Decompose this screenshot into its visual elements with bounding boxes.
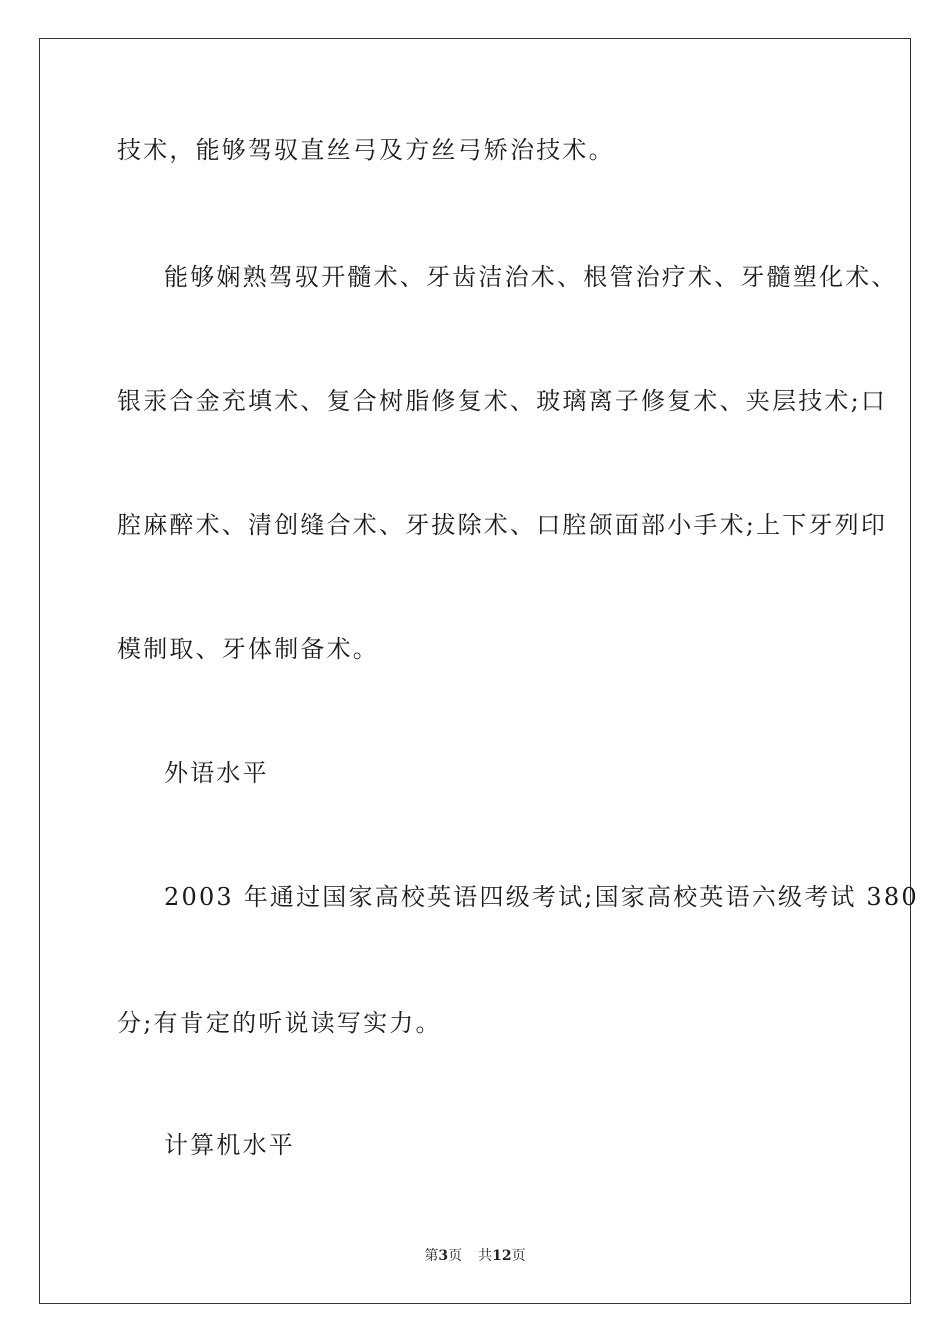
body-text-line: 技术，能够驾驭直丝弓及方丝弓矫治技术。	[117, 136, 615, 164]
page-border	[39, 38, 911, 1304]
body-text-line: 模制取、牙体制备术。	[117, 635, 379, 663]
body-text-line: 2003 年通过国家高校英语四级考试;国家高校英语六级考试 380	[164, 883, 919, 911]
body-text-line: 银汞合金充填术、复合树脂修复术、玻璃离子修复术、夹层技术;口	[117, 387, 888, 415]
section-heading-foreign-language: 外语水平	[164, 759, 269, 787]
footer-page-suffix: 页	[448, 1248, 463, 1264]
body-text-line: 能够娴熟驾驭开髓术、牙齿洁治术、根管治疗术、牙髓塑化术、	[164, 263, 898, 291]
page-footer	[0, 1245, 950, 1265]
footer-page-number: 3	[438, 1248, 449, 1264]
body-text-line: 分;有肯定的听说读写实力。	[117, 1009, 442, 1037]
footer-total-prefix: 共	[478, 1248, 493, 1264]
footer-page-prefix: 第	[424, 1248, 439, 1264]
footer-total-pages: 12	[492, 1248, 512, 1264]
section-heading-computer: 计算机水平	[164, 1131, 295, 1159]
footer-total-suffix: 页	[511, 1248, 526, 1264]
body-text-line: 腔麻醉术、清创缝合术、牙拔除术、口腔颌面部小手术;上下牙列印	[117, 511, 888, 539]
